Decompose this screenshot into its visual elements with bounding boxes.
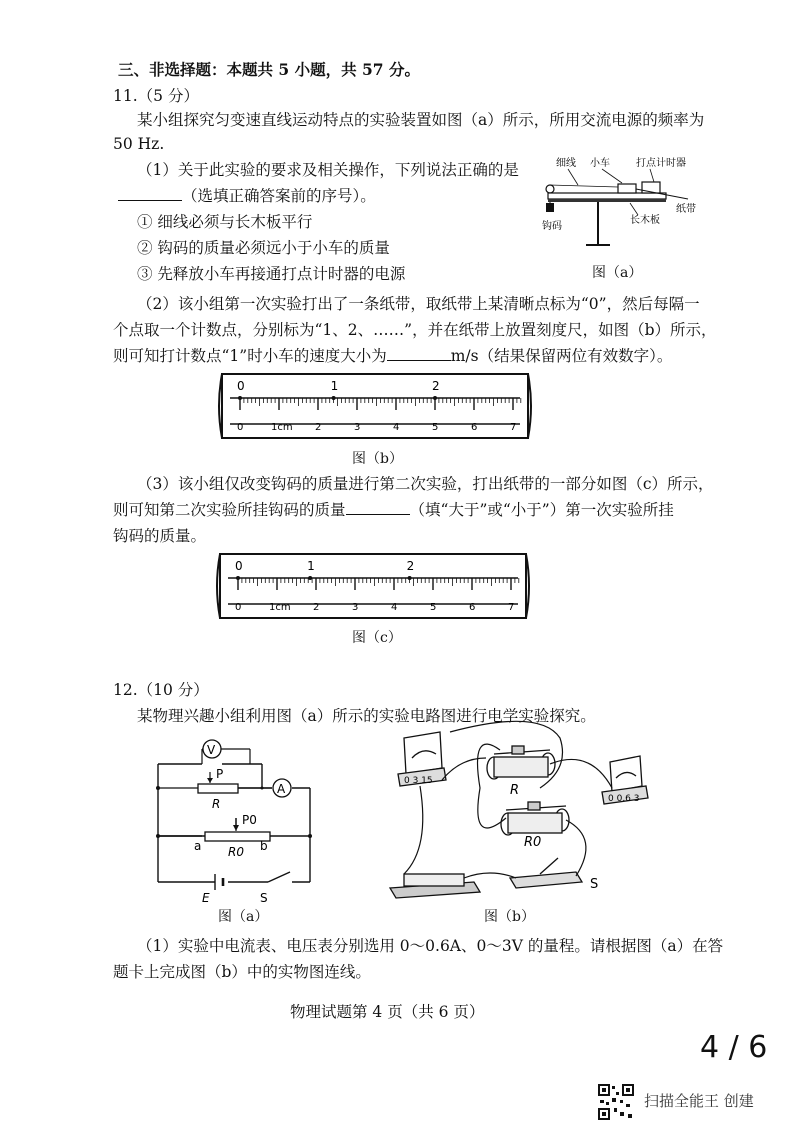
rheostat-r [198, 784, 238, 793]
svg-text:0 0.6 3: 0 0.6 3 [608, 794, 640, 804]
tape-mark-label: 2 [406, 559, 415, 573]
figure-a-caption: 图（a） [592, 265, 643, 281]
q11-part2-line1: （2）该小组第一次实验打出了一条纸带，取纸带上某清晰点标为“0”，然后每隔一 [137, 295, 700, 313]
tape-mark-label: 1 [330, 379, 339, 393]
circuit-diagram [150, 736, 320, 904]
svg-text:R: R [212, 797, 221, 811]
label-board: 长木板 [630, 215, 660, 226]
circuit-caption: 图（a） [218, 909, 269, 925]
figure-c-caption: 图（c） [352, 630, 402, 646]
rheostat-r-device [487, 746, 555, 779]
label-timer: 打点计时器 [636, 158, 686, 169]
q11-part3-line1: （3）该小组仅改变钩码的质量进行第二次实验，打出纸带的一部分如图（c）所示， [137, 475, 714, 493]
svg-text:a: a [194, 839, 202, 853]
answer-blank-1[interactable] [118, 186, 182, 201]
q11-part3-line3: 钩码的质量。 [113, 527, 207, 545]
label-cart: 小车 [590, 158, 610, 169]
q11-number: 11.（5 分） [113, 87, 199, 105]
q11-part2-line2: 个点取一个计数点，分别标为“1、2、……”，并在纸带上放置刻度尺，如图（b）所示， [113, 321, 717, 339]
svg-text:R0: R0 [524, 835, 542, 850]
q12-number: 12.（10 分） [113, 681, 209, 699]
qr-code-icon [598, 1084, 634, 1120]
svg-text:V: V [207, 743, 216, 757]
ruler-scale-label: 5 [430, 602, 437, 613]
svg-text:A: A [277, 782, 286, 796]
tape-dot [433, 396, 437, 400]
ruler-scale-label: 7 [508, 602, 515, 613]
ruler-scale-label: 7 [510, 422, 517, 433]
ruler-scale-label: 1cm [271, 422, 293, 433]
ruler-scale-label: 6 [471, 422, 478, 433]
apparatus-figure [538, 155, 698, 255]
svg-text:R0: R0 [228, 845, 244, 859]
ruler-scale-label: 0 [235, 602, 242, 613]
tape-mark-label: 1 [307, 559, 315, 573]
page-indicator: 4 / 6 [700, 1030, 768, 1065]
svg-text:S: S [260, 891, 268, 905]
switch-device [510, 858, 582, 888]
svg-text:0 3 15: 0 3 15 [404, 776, 433, 786]
hook-weight [546, 203, 554, 212]
q11-option-1: ① 细线必须与长木板平行 [137, 213, 313, 231]
ruler-scale-label: 0 [237, 422, 244, 433]
q11-part1-line2: （选填正确答案前的序号）。 [118, 186, 376, 206]
tape-mark-label: 0 [237, 379, 245, 393]
ruler-scale-label: 1cm [269, 602, 291, 613]
label-tape: 纸带 [676, 204, 696, 215]
ruler-figure-b [220, 372, 530, 442]
q12-part1-line1: （1）实验中电流表、电压表分别选用 0～0.6A、0～3V 的量程。请根据图（a）在答 [137, 937, 724, 955]
answer-blank-2[interactable] [387, 346, 451, 361]
ruler-scale-label: 4 [393, 422, 400, 433]
svg-text:R: R [510, 783, 520, 798]
svg-text:S: S [590, 877, 599, 892]
q11-option-2: ② 钩码的质量必须远小于小车的质量 [137, 239, 390, 257]
rheostat-r0-device [501, 802, 569, 835]
scanner-watermark: 扫描全能王 创建 [644, 1092, 754, 1110]
svg-text:P0: P0 [242, 813, 257, 827]
q11-option-3: ③ 先释放小车再接通打点计时器的电源 [137, 265, 406, 283]
ruler-scale-label: 4 [391, 602, 398, 613]
tape-mark-label: 0 [235, 559, 243, 573]
q11-intro-line1: 某小组探究匀变速直线运动特点的实验装置如图（a）所示，所用交流电源的频率为 [137, 111, 705, 129]
q11-part2-line3: 则可知打计数点“1”时小车的速度大小为 m/s（结果保留两位有效数字）。 [113, 347, 673, 365]
ruler-scale-label: 3 [352, 602, 359, 613]
tape-dot [238, 396, 242, 400]
ruler-scale-label: 5 [432, 422, 439, 433]
q11-intro-line2: 50 Hz. [113, 135, 165, 153]
ruler-scale-label: 2 [315, 422, 322, 433]
ruler-figure-c [218, 552, 528, 622]
ruler-scale-label: 2 [313, 602, 320, 613]
section-header: 三、非选择题：本题共 5 小题，共 57 分。 [118, 60, 420, 79]
page-footer: 物理试题第 4 页（共 6 页） [290, 1003, 485, 1021]
q11-part1-line1: （1）关于此实验的要求及相关操作，下列说法正确的是 [137, 161, 519, 179]
tape-dot [308, 576, 312, 580]
tape-dot [332, 396, 336, 400]
physical-caption: 图（b） [484, 909, 535, 925]
label-weight: 钩码 [542, 221, 562, 232]
tape-dot [408, 576, 412, 580]
answer-blank-3[interactable] [346, 500, 410, 515]
label-thread: 细线 [556, 158, 576, 169]
q11-part3-line2: 则可知第二次实验所挂钩码的质量 （填“大于”或“小于”）第一次实验所挂 [113, 501, 674, 519]
physical-circuit-figure [390, 728, 680, 900]
tape-dot [236, 576, 240, 580]
svg-text:E: E [202, 891, 210, 905]
figure-b-caption: 图（b） [352, 451, 403, 467]
q12-intro: 某物理兴趣小组利用图（a）所示的实验电路图进行电学实验探究。 [137, 707, 596, 725]
svg-text:b: b [260, 839, 268, 853]
q12-part1-line2: 题卡上完成图（b）中的实物图连线。 [113, 963, 371, 981]
ruler-scale-label: 6 [469, 602, 476, 613]
ruler-scale-label: 3 [354, 422, 361, 433]
tape-mark-label: 2 [432, 379, 440, 393]
svg-text:P: P [216, 767, 224, 781]
